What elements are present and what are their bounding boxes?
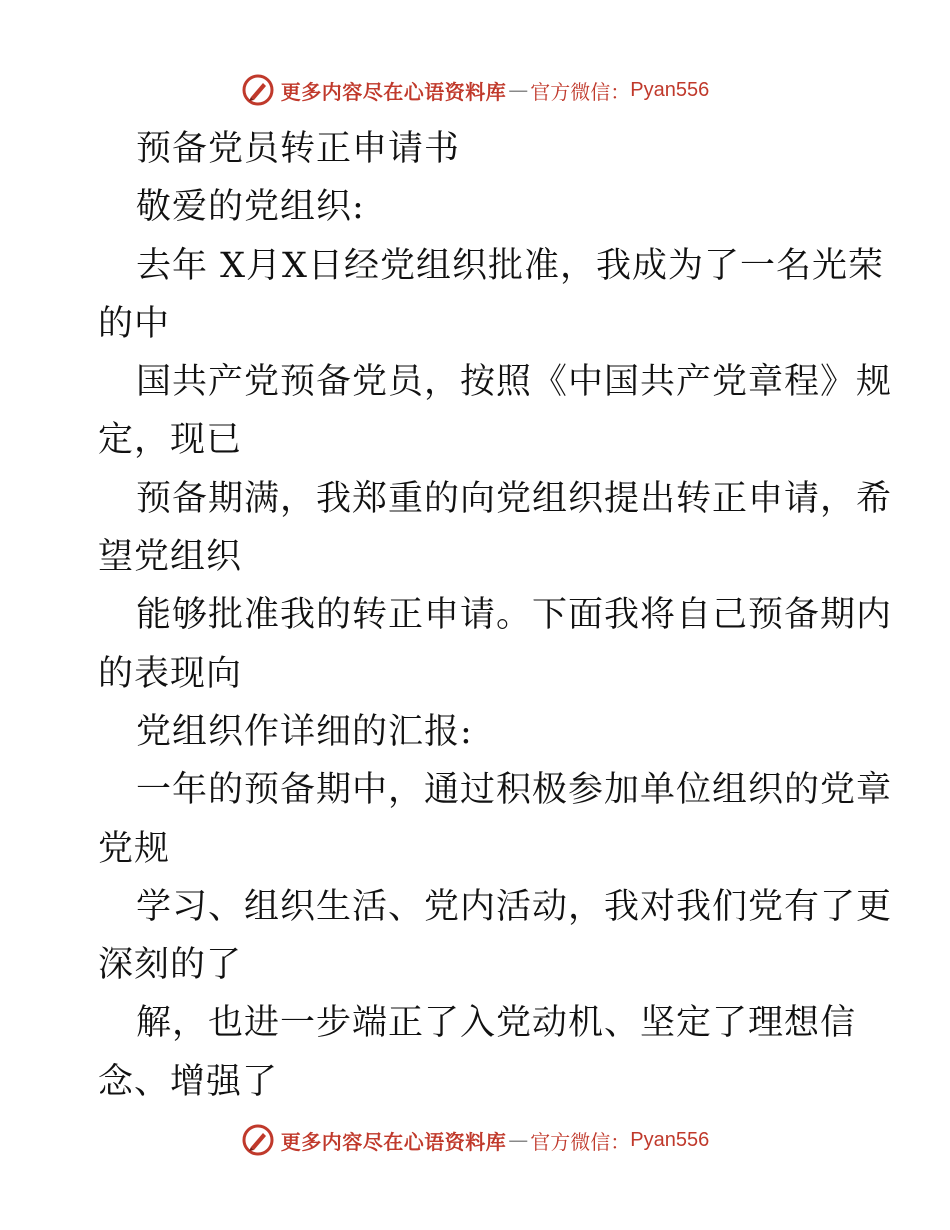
banner-text: 更多内容尽在心语资料库	[280, 79, 507, 104]
body-line: 党规	[98, 828, 171, 869]
body-line: 的表现向	[98, 653, 243, 694]
body-line: 一年的预备期中，通过积极参加单位组织的党章	[136, 770, 893, 811]
body-line: 望党组织	[98, 537, 243, 578]
body-line: 国共产党预备党员，按照《中国共产党章程》规	[136, 362, 893, 403]
body-line: 解，也进一步端正了入党动机、坚定了理想信	[136, 1003, 857, 1044]
banner-wechat-id: Pyan556	[630, 78, 710, 101]
body-line: 党组织作详细的汇报:	[136, 711, 473, 752]
body-line: 预备期满，我郑重的向党组织提出转正申请，希	[136, 478, 893, 519]
banner-wechat-label: 官方微信：	[530, 1129, 631, 1154]
body-line: 学习、组织生活、党内活动，我对我们党有了更	[136, 886, 893, 927]
banner-wechat-id: Pyan556	[630, 1128, 710, 1151]
banner-wechat-label: 官方微信：	[530, 79, 631, 104]
banner-separator: —	[508, 1128, 529, 1152]
banner-text: 更多内容尽在心语资料库	[280, 1129, 507, 1154]
body-line: 念、增强了	[98, 1061, 279, 1102]
banner-separator: —	[508, 78, 529, 102]
body-line: 定，现已	[98, 420, 243, 461]
footer-banner	[0, 1120, 950, 1160]
body-line: 深刻的了	[98, 945, 243, 986]
salutation: 敬爱的党组织:	[136, 187, 365, 228]
body-line: 去年 X月X日经党组织批准，我成为了一名光荣	[136, 245, 884, 286]
body-lines	[98, 237, 893, 1111]
header-banner	[0, 70, 950, 110]
pen-logo-icon	[241, 1123, 275, 1157]
document-body	[98, 120, 893, 1111]
body-line: 能够批准我的转正申请。下面我将自己预备期内	[136, 595, 893, 636]
body-line: 的中	[98, 303, 171, 344]
pen-logo-icon	[241, 73, 275, 107]
document-title: 预备党员转正申请书	[136, 129, 461, 169]
